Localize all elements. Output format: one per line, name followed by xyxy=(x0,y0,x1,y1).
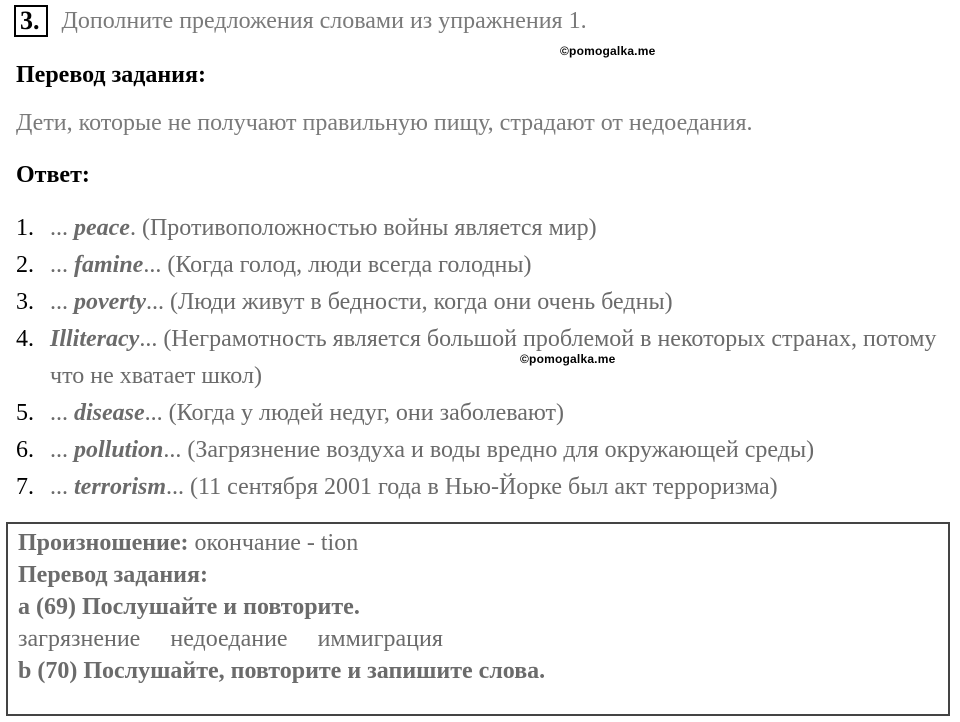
task-instruction: Дополните предложения словами из упражнения 1. xyxy=(61,7,587,34)
answer-explanation: ... (Люди живут в бедности, когда они очень бедны) xyxy=(145,289,673,315)
answer-list xyxy=(16,210,956,506)
answer-number: 1. xyxy=(16,215,34,241)
pronunciation-label: Произношение: xyxy=(18,530,189,556)
answer-heading: Ответ: xyxy=(16,162,90,188)
translation-heading: Перевод задания: xyxy=(16,62,206,88)
answer-prefix: ... xyxy=(50,215,74,241)
word-item: загрязнение xyxy=(18,626,141,652)
box-translation-heading: Перевод задания: xyxy=(18,562,208,588)
answer-explanation: ... (Загрязнение воздуха и воды вредно для окружающей среды) xyxy=(163,437,815,463)
answer-word: pollution xyxy=(74,437,164,463)
answer-word: Illiteracy xyxy=(50,326,140,352)
task-number: 3. xyxy=(14,5,48,37)
answer-word: terrorism xyxy=(74,474,167,500)
answer-explanation: ... (Когда у людей недуг, они заболевают) xyxy=(144,400,564,426)
answer-word: famine xyxy=(74,252,144,278)
answer-prefix: ... xyxy=(50,252,74,278)
answer-explanation: ... (11 сентября 2001 года в Нью-Йорке был акт терроризма) xyxy=(166,474,778,500)
answer-item xyxy=(16,284,956,321)
answer-item xyxy=(16,432,956,469)
part-b-instruction: b (70) Послушайте, повторите и запишите слова. xyxy=(18,658,546,684)
watermark: ©pomogalka.me xyxy=(520,352,616,366)
answer-word: disease xyxy=(74,400,145,426)
answer-item xyxy=(16,395,956,432)
answer-number: 2. xyxy=(16,252,34,278)
part-a-instruction: a (69) Послушайте и повторите. xyxy=(18,594,360,620)
word-list xyxy=(18,626,473,653)
answer-prefix: ... xyxy=(50,437,74,463)
answer-number: 3. xyxy=(16,289,34,315)
translation-text: Дети, которые не получают правильную пищу, страдают от недоедания. xyxy=(16,110,753,136)
answer-explanation: ... (Неграмотность является большой проблемой в некоторых странах, потому что не хватает школ) xyxy=(50,326,937,389)
answer-number: 4. xyxy=(16,326,34,352)
answer-number: 5. xyxy=(16,400,34,426)
answer-item xyxy=(16,247,956,284)
answer-item xyxy=(16,469,956,506)
answer-word: peace xyxy=(74,215,130,241)
answer-word: poverty xyxy=(74,289,146,315)
answer-prefix: ... xyxy=(50,400,74,426)
pronunciation-text: окончание - tion xyxy=(188,530,359,556)
answer-item xyxy=(16,210,956,247)
answer-prefix: ... xyxy=(50,289,74,315)
pronunciation-line xyxy=(18,530,358,557)
answer-number: 6. xyxy=(16,437,34,463)
watermark: ©pomogalka.me xyxy=(560,44,656,58)
word-item: недоедание xyxy=(170,626,288,652)
answer-prefix: ... xyxy=(50,474,74,500)
pronunciation-box xyxy=(6,522,950,716)
answer-number: 7. xyxy=(16,474,34,500)
answer-explanation: ... (Когда голод, люди всегда голодны) xyxy=(143,252,532,278)
word-item: иммиграция xyxy=(317,626,443,652)
task-header xyxy=(14,4,587,38)
answer-explanation: . (Противоположностью войны является мир) xyxy=(129,215,597,241)
answer-item xyxy=(16,321,956,395)
